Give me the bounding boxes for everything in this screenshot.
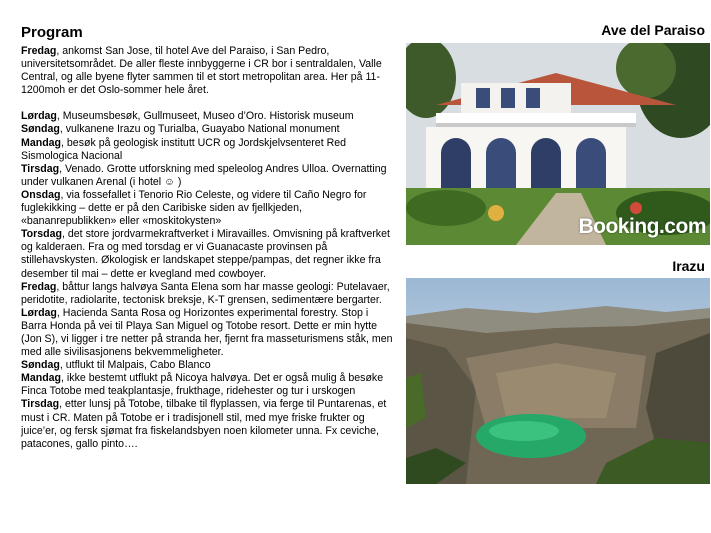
entry-text: , besøk på geologisk institutt UCR og Jordskjelvsenteret Red Sismologica Nacional <box>21 136 347 162</box>
hotel-caption: Ave del Paraiso <box>601 22 705 38</box>
day-label: Mandag <box>21 136 62 149</box>
volcano-caption: Irazu <box>672 258 705 274</box>
entry-text: , ikke bestemt utflukt på Nicoya halvøya. Det er også mulig å besøke Finca Totobe med teakplantasje, frukthage, ridehester og tur i urskogen <box>21 372 384 398</box>
entry-text: , det store jordvarmekraftverket i Miravailles. Omvisning på kraftverket og kalderaen. Fra og med torsdag er vi Guanacaste provinsen på stillehavskysten. Økologisk er landskapet steppe/pampas, det regner ikke fra desember til mai – dette er kvegland med cowboyer. <box>21 228 390 280</box>
day-label: Søndag <box>21 359 60 372</box>
entry-text: , Museumsbesøk, Gullmuseet, Museo d’Oro. Historisk museum <box>56 110 354 123</box>
day-label: Lørdag <box>21 110 57 123</box>
volcano-photo <box>406 278 710 484</box>
program-entry <box>21 189 397 228</box>
day-label: Tirsdag <box>21 398 60 411</box>
day-label: Torsdag <box>21 228 63 241</box>
program-entry <box>21 398 397 450</box>
program-entry <box>21 110 397 123</box>
program-title: Program <box>21 24 83 41</box>
program-entry <box>21 123 397 136</box>
entry-text: , etter lunsj på Totobe, tilbake til flyplassen, via ferge til Puntarenas, et must i CR. Maten på Totobe er i tradisjonell stil, med mye friske frukter og juice’er, og fersk sjømat fra fiskelandsbyen noen kilometer unna. Fx ceviche, patacones, gallo pinto…. <box>21 398 387 450</box>
entry-text: , ankomst San Jose, til hotel Ave del Paraiso, i San Pedro, universitetsområdet. De aller fleste innbyggerne i CR bor i sentraldalen, Valle Central, og alle byene flyter sammen til et stort metropolitan area. Her på 11-1200moh er det Oslo-sommer hele året. <box>21 45 382 97</box>
program-entry <box>21 45 397 97</box>
crater-illustration <box>406 278 710 484</box>
entry-text: , Venado. Grotte utforskning med speleolog Andres Ulloa. Overnatting under vulkanen Arenal (i hotel ☺ ) <box>21 162 387 188</box>
program-entry <box>21 137 397 163</box>
day-label: Søndag <box>21 123 60 136</box>
program-entry <box>21 372 397 398</box>
booking-watermark: Booking.com <box>578 215 706 238</box>
day-label: Fredag <box>21 280 57 293</box>
day-label: Mandag <box>21 372 62 385</box>
entry-text: , Hacienda Santa Rosa og Horizontes experimental forestry. Stop i Barra Honda på vei til Playa San Miguel og Totobe resort. Dette er min hytte (Jon S), vi ligger i tre netter på stranda her, fjernt fra masseturismens ståk, men med alle sivilisasjonens bekvemmeligheter. <box>21 306 393 359</box>
program-entry <box>21 307 397 359</box>
day-label: Onsdag <box>21 188 61 201</box>
program-entry <box>21 359 397 372</box>
program-entry <box>21 281 397 307</box>
day-label: Fredag <box>21 45 57 57</box>
entry-text: , vulkanene Irazu og Turialba, Guayabo National monument <box>59 123 340 136</box>
entry-text: , via fossefallet i Tenorio Rio Celeste, og videre til Caño Negro for fuglekikking – dette er på den Caribiske siden av fjellkjeden, «bananrepublikken» eller «moskitokysten» <box>21 188 367 228</box>
entry-text: , båttur langs halvøya Santa Elena som har masse geologi: Putelavaer, peridotite, radiolarite, tectonisk breksje, K-T grensen, sedimentære bergarter. <box>21 280 390 306</box>
hotel-photo <box>406 43 710 245</box>
entry-text: , utflukt til Malpais, Cabo Blanco <box>59 359 211 372</box>
program-section <box>21 24 397 451</box>
program-entry <box>21 163 397 189</box>
day-label: Lørdag <box>21 306 57 319</box>
program-entry <box>21 228 397 280</box>
day-label: Tirsdag <box>21 162 60 175</box>
